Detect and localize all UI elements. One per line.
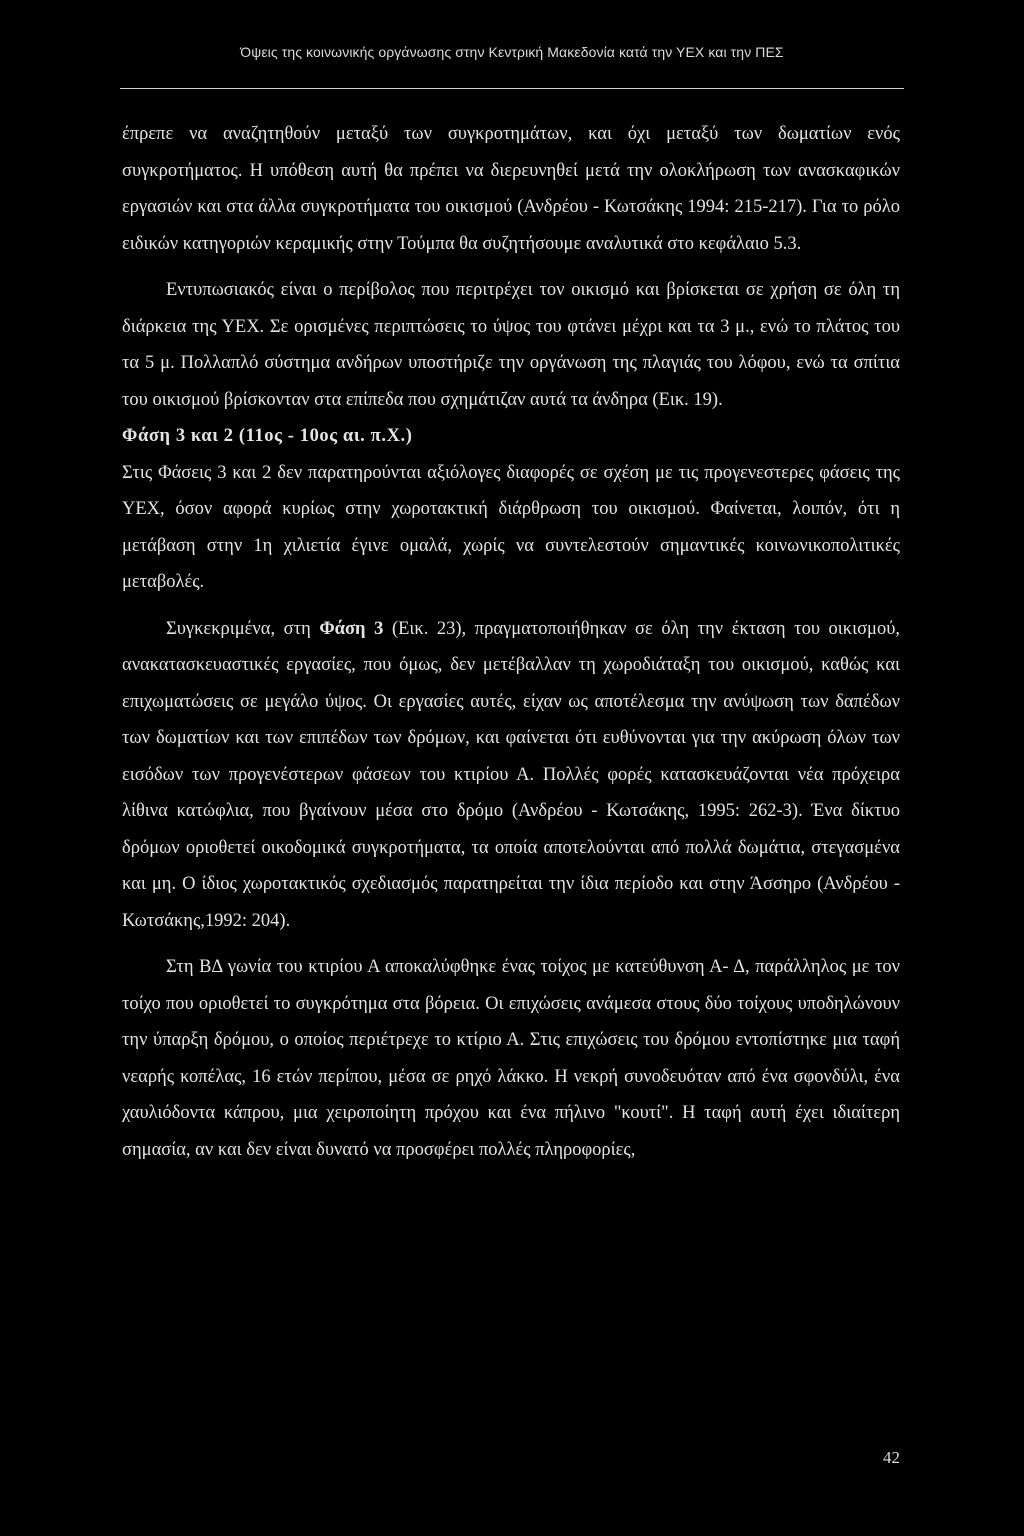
running-header: Όψεις της κοινωνικής οργάνωσης στην Κεντρική Μακεδονία κατά την ΥΕΧ και την ΠΕΣ bbox=[240, 44, 784, 60]
header-rule bbox=[120, 88, 904, 89]
body-text bbox=[122, 116, 900, 1168]
phase-3-bold: Φάση 3 bbox=[319, 618, 384, 639]
paragraph-4-rest: (Εικ. 23), πραγματοποιήθηκαν σε όλη την έκταση του οικισμού, ανακατασκευαστικές εργασίες, που όμως, δεν μετέβαλλαν τη χωροδιάταξη του οικισμού, καθώς και επιχωματώσεις σε μεγάλο ύψος. Οι εργασίες αυτές, είχαν ως αποτέλεσμα την ανύψωση των δαπέδων των δωματίων και των επιπέδων των δρόμων, και φαίνεται ότι ευθύνονται για την ακύρωση όλων των εισόδων των προγενέστερων φάσεων του κτιρίου Α. Πολλές φορές κατασκευάζονται νέα πρόχειρα λίθινα κατώφλια, που βγαίνουν μέσα στο δρόμο (Ανδρέου - Κωτσάκης, 1995: 262-3). Ένα δίκτυο δρόμων οριοθετεί οικοδομικά συγκροτήματα, τα οποία αποτελούνται από πολλά δωμάτια, στεγασμένα και μη. Ο ίδιος χωροτακτικός σχεδιασμός παρατηρείται την ίδια περίοδο και στην Άσσηρο (Ανδρέου - Κωτσάκης,1992: 204). bbox=[122, 618, 900, 931]
paragraph-3: Στις Φάσεις 3 και 2 δεν παρατηρούνται αξιόλογες διαφορές σε σχέση με τις προγενεστερες φάσεις της ΥΕΧ, όσον αφορά κυρίως στην χωροτακτική διάρθρωση του οικισμού. Φαίνεται, λοιπόν, ότι η μετάβαση στην 1η χιλιετία έγινε ομαλά, χωρίς να συντελεστούν σημαντικές κοινωνικοπολιτικές μεταβολές. bbox=[122, 462, 900, 592]
paragraph-5: Στη ΒΔ γωνία του κτιρίου Α αποκαλύφθηκε ένας τοίχος με κατεύθυνση Α- Δ, παράλληλος με τον τοίχο που οριοθετεί το συγκρότημα στα βόρεια. Οι επιχώσεις ανάμεσα στους δύο τοίχους υποδηλώνουν την ύπαρξη δρόμου, ο οποίος περιέτρεχε το κτίριο Α. Στις επιχώσεις του δρόμου εντοπίστηκε μια ταφή νεαρής κοπέλας, 16 ετών περίπου, μέσα σε ρηχό λάκκο. Η νεκρή συνοδευόταν από ένα σφονδύλι, ένα χαυλιόδοντα κάπρου, μια χειροποίητη πρόχου και ένα πήλινο "κουτί". Η ταφή αυτή έχει ιδιαίτερη σημασία, αν και δεν είναι δυνατό να προσφέρει πολλές πληροφορίες, bbox=[122, 957, 900, 1160]
paragraph-4-lead: Συγκεκριμένα, στη bbox=[166, 618, 320, 639]
page-number: 42 bbox=[883, 1448, 900, 1467]
paragraph-1: έπρεπε να αναζητηθούν μεταξύ των συγκροτημάτων, και όχι μεταξύ των δωματίων ενός συγκροτήματος. Η υπόθεση αυτή θα πρέπει να διερευνηθεί μετά την ολοκλήρωση των ανασκαφικών εργασιών και στα άλλα συγκροτήματα του οικισμού (Ανδρέου - Κωτσάκης 1994: 215-217). Για το ρόλο ειδικών κατηγοριών κεραμικής στην Τούμπα θα συζητήσουμε αναλυτικά στο κεφάλαιο 5.3. bbox=[122, 124, 900, 254]
paragraph-2: Εντυπωσιακός είναι ο περίβολος που περιτρέχει τον οικισμό και βρίσκεται σε χρήση σε όλη τη διάρκεια της ΥΕΧ. Σε ορισμένες περιπτώσεις το ύψος του φτάνει μέχρι και τα 3 μ., ενώ το πλάτος του τα 5 μ. Πολλαπλό σύστημα ανδήρων υποστήριζε την οργάνωση της πλαγιάς του λόφου, ενώ τα σπίτια του οικισμού βρίσκονταν στα επίπεδα που σχημάτιζαν αυτά τα άνδηρα (Εικ. 19). bbox=[122, 280, 900, 410]
section-heading: Φάση 3 και 2 (11ος - 10ος αι. π.Χ.) bbox=[122, 426, 413, 446]
paragraph-4 bbox=[122, 611, 900, 940]
